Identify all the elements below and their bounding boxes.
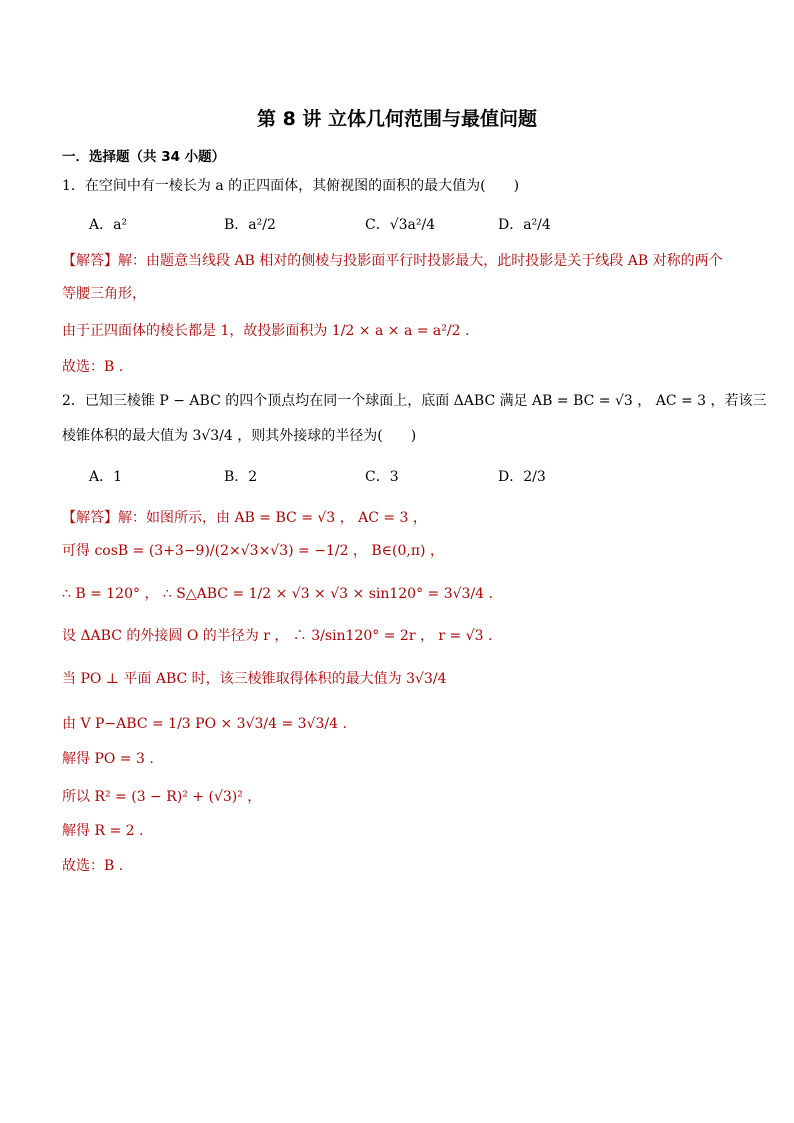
q2-option-a: A．1 — [89, 469, 123, 485]
q1-option-b: B．a²/2 — [224, 217, 276, 233]
q1-stem: 1．在空间中有一棱长为 a 的正四面体，其俯视图的面积的最大值为( ) — [62, 178, 520, 194]
q1-solution-line-1 — [62, 250, 723, 272]
q2-option-c: C．3 — [365, 469, 399, 485]
q2-solution-line-6: 由 V P−ABC = 1/3 PO × 3√3/4 = 3√3/4 . — [62, 716, 347, 732]
q2-option-d: D．2/3 — [498, 469, 546, 485]
q1-option-c: C．√3a²/4 — [365, 217, 436, 233]
q1-option-d: D．a²/4 — [498, 217, 551, 233]
q2-solution-tag: 【解答】 — [62, 510, 118, 526]
q2-answer: 故选：B . — [62, 858, 124, 874]
q1-option-a: A．a² — [89, 217, 128, 233]
q1-solution-text-1: 解：由题意当线段 AB 相对的侧棱与投影面平行时投影最大，此时投影是关于线段 AB 对称的两个 — [118, 253, 723, 269]
q2-solution-line-8: 所以 R² = (3 − R)² + (√3)² ， — [62, 789, 262, 805]
q2-solution-line-7: 解得 PO = 3 . — [62, 751, 154, 767]
q1-answer: 故选：B . — [62, 359, 124, 375]
q2-solution-text-1: 解：如图所示，由 AB = BC = √3 ， AC = 3 ， — [118, 510, 427, 526]
q2-stem-line-2: 棱锥体积的最大值为 3√3/4 ，则其外接球的半径为( ) — [62, 428, 417, 444]
q2-solution-line-4: 设 ΔABC 的外接圆 O 的半径为 r ， ∴ 3/sin120° = 2r ， r = √3 . — [62, 628, 493, 644]
page-title: 第 8 讲 立体几何范围与最值问题 — [256, 108, 538, 130]
q2-solution-line-3: ∴ B = 120° ， ∴ S△ABC = 1/2 × √3 × √3 × sin120° = 3√3/4 . — [62, 586, 493, 602]
q1-solution-tag: 【解答】 — [62, 253, 118, 269]
q2-stem-line-1: 2．已知三棱锥 P − ABC 的四个顶点均在同一个球面上，底面 ΔABC 满足 AB = BC = √3 ， AC = 3 ，若该三 — [62, 393, 767, 409]
q2-option-b: B．2 — [224, 469, 258, 485]
q1-solution-line-2: 等腰三角形， — [62, 286, 146, 302]
section-heading: 一．选择题（共 34 小题） — [62, 149, 226, 165]
q2-solution-line-2: 可得 cosB = (3+3−9)/(2×√3×√3) = −1/2 ， B∈(0,π) ， — [62, 543, 444, 559]
q2-solution-line-5: 当 PO ⊥ 平面 ABC 时，该三棱锥取得体积的最大值为 3√3/4 — [62, 671, 447, 687]
q2-solution-line-1 — [62, 507, 427, 529]
q2-solution-line-9: 解得 R = 2 . — [62, 823, 144, 839]
q1-solution-line-3: 由于正四面体的棱长都是 1，故投影面积为 1/2 × a × a = a²/2 . — [62, 323, 470, 339]
